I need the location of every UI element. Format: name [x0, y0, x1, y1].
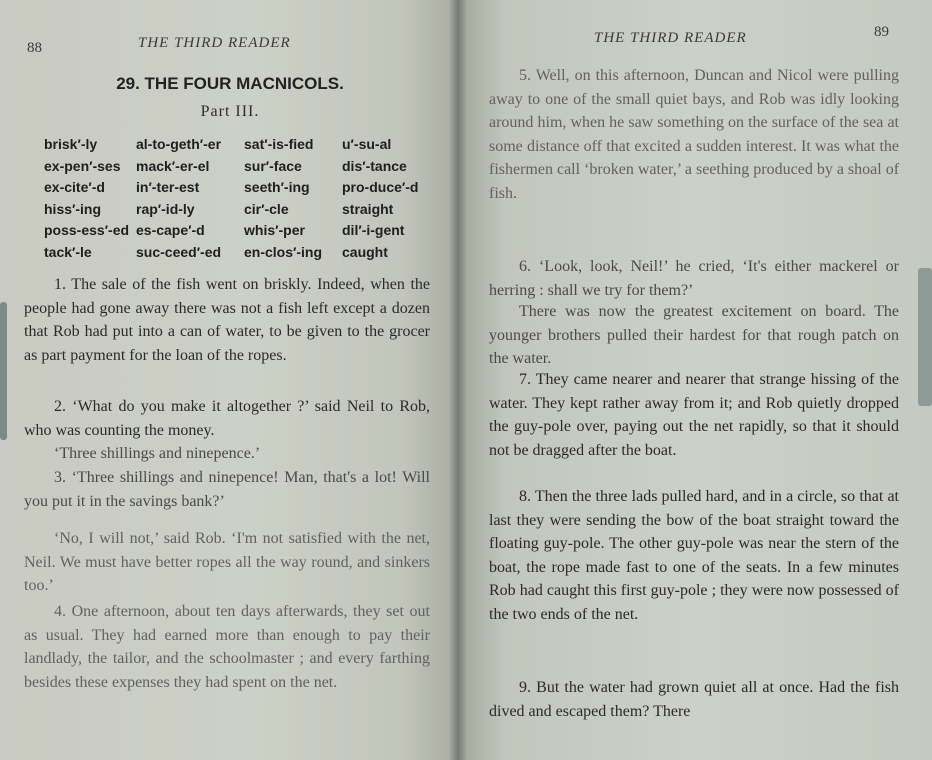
- paragraph: 9. But the water had grown quiet all at once. Had the fish dived and escaped them? There: [489, 679, 899, 720]
- vocab-word: sur′-face: [244, 157, 302, 174]
- book-gutter: [449, 0, 467, 760]
- vocab-word: suc-ceed′-ed: [136, 243, 222, 260]
- paragraph: ‘Three shillings and ninepence.’: [54, 445, 261, 462]
- vocab-word: mack′-er-el: [136, 157, 210, 174]
- running-head: THE THIRD READER: [594, 30, 747, 46]
- paragraph: 7. They came nearer and nearer that strange hissing of the water. They kept rather away from it; and Rob quietly dropped the guy-pole over, paying out the net rapidly, so that it should not be dragged after the boat.: [489, 371, 899, 459]
- vocab-word: in′-ter-est: [136, 179, 200, 196]
- paragraph: 2. ‘What do you make it altogether ?’ said Neil to Rob, who was counting the money.: [24, 398, 430, 439]
- vocab-word: al-to-geth′-er: [136, 136, 222, 152]
- vocabulary-list: [44, 134, 424, 263]
- vocab-word: cir′-cle: [244, 200, 289, 217]
- vocab-word: pro-duce′-d: [342, 179, 419, 196]
- vocab-word: hiss′-ing: [44, 200, 102, 217]
- vocab-word: seeth′-ing: [244, 179, 310, 196]
- vocab-word: ex-cite′-d: [44, 179, 105, 196]
- vocab-word: brisk′-ly: [44, 136, 98, 152]
- paragraph: 4. One afternoon, about ten days afterwards, they set out as usual. They had earned more than enough to pay their landlady, the tailor, and the schoolmaster ; and every farthing besides these expenses they had spent on the net.: [24, 603, 430, 691]
- paragraph: There was now the greatest excitement on board. The younger brothers pulled their hardest for that rough patch on the water.: [489, 303, 899, 368]
- running-head: THE THIRD READER: [138, 35, 291, 51]
- paragraph: 5. Well, on this afternoon, Duncan and Nicol were pulling away to one of the small quiet bays, and Rob was idly looking around him, when he saw something on the surface of the sea at some distance off that excited a sudden interest. It was what the fishermen call ‘broken water,’ a seething produced by a shoal of fish.: [489, 67, 900, 202]
- vocab-word: en-clos′-ing: [244, 243, 323, 260]
- paragraph: 6. ‘Look, look, Neil!’ he cried, ‘It's either mackerel or herring : shall we try for them?’: [489, 258, 899, 299]
- vocab-word: u′-su-al: [342, 136, 392, 152]
- vocab-word: dis′-tance: [342, 157, 407, 174]
- vocab-word: straight: [342, 200, 394, 217]
- page-number: 89: [874, 24, 889, 40]
- page-tab-marker: [918, 268, 932, 406]
- page-number: 88: [27, 40, 42, 56]
- vocab-word: sat′-is-fied: [244, 136, 314, 152]
- paragraph: 8. Then the three lads pulled hard, and in a circle, so that at last they were sending the bow of the boat straight toward the floating guy-pole. The other guy-pole was near the stern of the boat, the rope made fast to one of the seats. In a few minutes Rob had caught this first guy-pole ; they were now possessed of the two ends of the net.: [489, 488, 899, 623]
- paragraph: ‘No, I will not,’ said Rob. ‘I'm not satisfied with the net, Neil. We must have better ropes all the way round, and sinkers too.’: [24, 530, 430, 595]
- vocab-word: whis′-per: [244, 222, 305, 239]
- vocab-word: rap′-id-ly: [136, 200, 195, 217]
- chapter-title: 29. THE FOUR MACNICOLS.: [116, 74, 344, 93]
- vocab-word: caught: [342, 243, 388, 260]
- vocab-word: dil′-i-gent: [342, 222, 405, 239]
- left-page: [0, 0, 458, 760]
- vocab-word: tack′-le: [44, 243, 92, 260]
- vocab-word: poss-ess′-ed: [44, 222, 130, 239]
- vocab-word: es-cape′-d: [136, 222, 205, 239]
- right-page: [458, 0, 932, 760]
- vocab-word: ex-pen′-ses: [44, 157, 121, 174]
- paragraph: 3. ‘Three shillings and ninepence! Man, that's a lot! Will you put it in the savings bank?’: [24, 469, 430, 510]
- page-tab-marker: [0, 302, 7, 440]
- part-label: Part III.: [200, 103, 260, 120]
- paragraph: 1. The sale of the fish went on briskly. Indeed, when the people had gone away there was not a fish left except a dozen that Rob had put into a can of water, to be given to the grocer as part payment for the loan of the ropes.: [24, 276, 430, 364]
